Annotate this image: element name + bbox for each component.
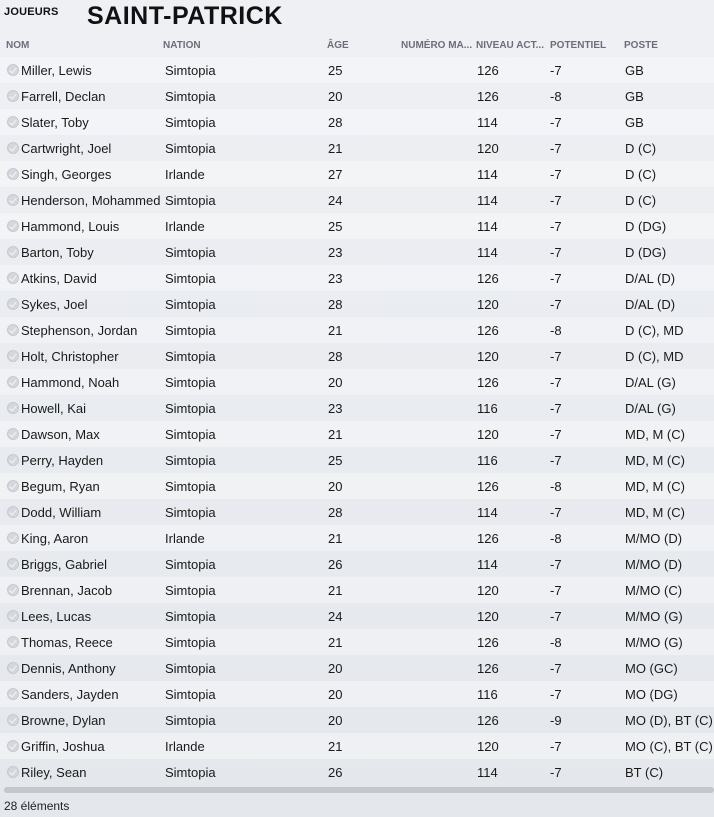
player-position: MD, M (C) bbox=[625, 505, 685, 520]
table-row[interactable] bbox=[0, 57, 714, 83]
table-row[interactable] bbox=[0, 135, 714, 161]
column-header-nation[interactable]: NATION bbox=[163, 40, 201, 51]
player-name[interactable]: Holt, Christopher bbox=[21, 349, 119, 364]
player-position: MO (GC) bbox=[625, 661, 678, 676]
check-icon bbox=[7, 64, 19, 76]
player-potential: -7 bbox=[550, 661, 562, 676]
player-potential: -7 bbox=[550, 375, 562, 390]
player-nation: Simtopia bbox=[165, 141, 216, 156]
check-icon bbox=[7, 740, 19, 752]
player-current-ability: 114 bbox=[477, 557, 498, 572]
player-position: MO (D), BT (C) bbox=[625, 713, 713, 728]
check-icon bbox=[7, 480, 19, 492]
player-nation: Irlande bbox=[165, 219, 205, 234]
table-row[interactable] bbox=[0, 239, 714, 265]
player-potential: -7 bbox=[550, 219, 562, 234]
player-current-ability: 126 bbox=[477, 531, 499, 546]
check-icon bbox=[7, 298, 19, 310]
player-age: 24 bbox=[328, 193, 343, 208]
player-age: 28 bbox=[328, 115, 343, 130]
check-icon bbox=[7, 350, 19, 362]
player-current-ability: 126 bbox=[477, 661, 499, 676]
player-potential: -8 bbox=[550, 635, 562, 650]
player-potential: -7 bbox=[550, 687, 562, 702]
check-icon bbox=[7, 272, 19, 284]
player-potential: -7 bbox=[550, 141, 562, 156]
player-nation: Simtopia bbox=[165, 245, 216, 260]
player-name[interactable]: Singh, Georges bbox=[21, 167, 112, 182]
player-position: D/AL (D) bbox=[625, 271, 676, 286]
player-name[interactable]: Sanders, Jayden bbox=[21, 687, 119, 702]
player-nation: Simtopia bbox=[165, 505, 216, 520]
player-nation: Simtopia bbox=[165, 297, 216, 312]
player-nation: Irlande bbox=[165, 531, 205, 546]
check-icon bbox=[7, 194, 19, 206]
player-name[interactable]: Dawson, Max bbox=[21, 427, 100, 442]
player-potential: -8 bbox=[550, 479, 562, 494]
player-potential: -7 bbox=[550, 765, 562, 780]
player-name[interactable]: Griffin, Joshua bbox=[21, 739, 105, 754]
player-current-ability: 116 bbox=[477, 453, 498, 468]
player-potential: -7 bbox=[550, 167, 562, 182]
player-position: D/AL (D) bbox=[625, 297, 676, 312]
player-current-ability: 120 bbox=[477, 739, 499, 754]
player-potential: -8 bbox=[550, 531, 562, 546]
player-name[interactable]: Briggs, Gabriel bbox=[21, 557, 107, 572]
player-age: 25 bbox=[328, 219, 343, 234]
player-current-ability: 126 bbox=[477, 713, 499, 728]
table-row[interactable] bbox=[0, 629, 714, 655]
column-header-age[interactable]: ÂGE bbox=[327, 40, 349, 51]
player-nation: Simtopia bbox=[165, 479, 216, 494]
check-icon bbox=[7, 402, 19, 414]
check-icon bbox=[7, 142, 19, 154]
table-row[interactable] bbox=[0, 395, 714, 421]
player-potential: -7 bbox=[550, 401, 562, 416]
table-row[interactable] bbox=[0, 603, 714, 629]
player-name[interactable]: Browne, Dylan bbox=[21, 713, 106, 728]
player-age: 26 bbox=[328, 557, 343, 572]
check-icon bbox=[7, 506, 19, 518]
player-current-ability: 114 bbox=[477, 115, 498, 130]
table-row[interactable] bbox=[0, 187, 714, 213]
player-position: GB bbox=[625, 63, 644, 78]
player-nation: Simtopia bbox=[165, 89, 216, 104]
table-header bbox=[0, 36, 714, 54]
player-age: 20 bbox=[328, 375, 343, 390]
player-nation: Simtopia bbox=[165, 583, 216, 598]
player-age: 21 bbox=[328, 141, 343, 156]
check-icon bbox=[7, 610, 19, 622]
player-position: M/MO (G) bbox=[625, 609, 683, 624]
player-age: 23 bbox=[328, 245, 343, 260]
player-nation: Irlande bbox=[165, 739, 205, 754]
player-position: D (C) bbox=[625, 193, 657, 208]
player-position: M/MO (D) bbox=[625, 557, 683, 572]
player-age: 26 bbox=[328, 765, 343, 780]
player-current-ability: 114 bbox=[477, 245, 498, 260]
check-icon bbox=[7, 220, 19, 232]
player-name[interactable]: Sykes, Joel bbox=[21, 297, 88, 312]
check-icon bbox=[7, 90, 19, 102]
table-row[interactable] bbox=[0, 681, 714, 707]
table-row[interactable] bbox=[0, 161, 714, 187]
table-row[interactable] bbox=[0, 577, 714, 603]
player-position: M/MO (G) bbox=[625, 635, 683, 650]
check-icon bbox=[7, 168, 19, 180]
player-position: MD, M (C) bbox=[625, 427, 685, 442]
check-icon bbox=[7, 584, 19, 596]
player-potential: -7 bbox=[550, 271, 562, 286]
table-row[interactable] bbox=[0, 213, 714, 239]
player-name[interactable]: Stephenson, Jordan bbox=[21, 323, 138, 338]
player-name[interactable]: King, Aaron bbox=[21, 531, 89, 546]
column-header-current-ability[interactable]: NIVEAU ACT... bbox=[476, 40, 544, 51]
player-current-ability: 116 bbox=[477, 401, 498, 416]
player-nation: Simtopia bbox=[165, 375, 216, 390]
player-position: D (C), MD bbox=[625, 349, 684, 364]
check-icon bbox=[7, 688, 19, 700]
player-current-ability: 120 bbox=[477, 427, 499, 442]
player-position: MD, M (C) bbox=[625, 479, 685, 494]
player-current-ability: 126 bbox=[477, 479, 499, 494]
player-potential: -7 bbox=[550, 297, 562, 312]
player-current-ability: 114 bbox=[477, 167, 498, 182]
player-age: 23 bbox=[328, 401, 343, 416]
club-title: SAINT-PATRICK bbox=[87, 2, 283, 30]
check-icon bbox=[7, 558, 19, 570]
player-nation: Simtopia bbox=[165, 765, 216, 780]
check-icon bbox=[7, 324, 19, 336]
check-icon bbox=[7, 428, 19, 440]
player-age: 23 bbox=[328, 271, 343, 286]
player-current-ability: 114 bbox=[477, 193, 498, 208]
player-nation: Irlande bbox=[165, 167, 205, 182]
check-icon bbox=[7, 636, 19, 648]
check-icon bbox=[7, 714, 19, 726]
player-potential: -7 bbox=[550, 193, 562, 208]
check-icon bbox=[7, 376, 19, 388]
table-row[interactable] bbox=[0, 473, 714, 499]
player-table bbox=[0, 57, 714, 785]
player-name[interactable]: Miller, Lewis bbox=[21, 63, 92, 78]
player-potential: -7 bbox=[550, 63, 562, 78]
player-name[interactable]: Atkins, David bbox=[21, 271, 97, 286]
player-age: 28 bbox=[328, 349, 343, 364]
player-position: M/MO (C) bbox=[625, 583, 683, 598]
player-position: D (C) bbox=[625, 141, 657, 156]
player-potential: -9 bbox=[550, 713, 562, 728]
player-potential: -7 bbox=[550, 583, 562, 598]
column-header-position[interactable]: POSTE bbox=[624, 40, 658, 51]
player-potential: -7 bbox=[550, 557, 562, 572]
player-position: D/AL (G) bbox=[625, 375, 676, 390]
player-name[interactable]: Dennis, Anthony bbox=[21, 661, 116, 676]
player-age: 28 bbox=[328, 505, 343, 520]
player-name[interactable]: Perry, Hayden bbox=[21, 453, 104, 468]
player-nation: Simtopia bbox=[165, 635, 216, 650]
player-nation: Simtopia bbox=[165, 115, 216, 130]
player-name[interactable]: Farrell, Declan bbox=[21, 89, 106, 104]
item-count: 28 éléments bbox=[4, 799, 70, 813]
column-header-squad-number[interactable]: NUMÉRO MA... bbox=[401, 40, 473, 51]
player-current-ability: 114 bbox=[477, 505, 498, 520]
player-current-ability: 120 bbox=[477, 297, 499, 312]
player-nation: Simtopia bbox=[165, 427, 216, 442]
player-age: 28 bbox=[328, 297, 343, 312]
player-age: 21 bbox=[328, 531, 343, 546]
player-nation: Simtopia bbox=[165, 271, 216, 286]
player-position: D (C), MD bbox=[625, 323, 684, 338]
player-nation: Simtopia bbox=[165, 713, 216, 728]
player-age: 25 bbox=[328, 453, 343, 468]
player-potential: -7 bbox=[550, 115, 562, 130]
player-nation: Simtopia bbox=[165, 557, 216, 572]
player-name[interactable]: Begum, Ryan bbox=[21, 479, 100, 494]
player-nation: Simtopia bbox=[165, 323, 216, 338]
player-age: 24 bbox=[328, 609, 343, 624]
player-current-ability: 114 bbox=[477, 765, 498, 780]
check-icon bbox=[7, 766, 19, 778]
player-nation: Simtopia bbox=[165, 63, 216, 78]
player-age: 21 bbox=[328, 323, 343, 338]
table-row[interactable] bbox=[0, 525, 714, 551]
page-header bbox=[0, 0, 714, 36]
player-potential: -7 bbox=[550, 453, 562, 468]
player-position: BT (C) bbox=[625, 765, 664, 780]
horizontal-scrollbar[interactable] bbox=[4, 787, 714, 793]
player-position: M/MO (D) bbox=[625, 531, 683, 546]
check-icon bbox=[7, 116, 19, 128]
player-nation: Simtopia bbox=[165, 453, 216, 468]
player-current-ability: 126 bbox=[477, 89, 499, 104]
player-current-ability: 126 bbox=[477, 323, 499, 338]
table-row[interactable] bbox=[0, 343, 714, 369]
player-name[interactable]: Riley, Sean bbox=[21, 765, 87, 780]
player-potential: -8 bbox=[550, 323, 562, 338]
column-header-potential[interactable]: POTENTIEL bbox=[550, 40, 607, 51]
player-position: D/AL (G) bbox=[625, 401, 676, 416]
table-row[interactable] bbox=[0, 499, 714, 525]
player-age: 20 bbox=[328, 89, 343, 104]
player-name[interactable]: Hammond, Noah bbox=[21, 375, 120, 390]
player-name[interactable]: Slater, Toby bbox=[21, 115, 89, 130]
table-row[interactable] bbox=[0, 551, 714, 577]
player-name[interactable]: Thomas, Reece bbox=[21, 635, 113, 650]
player-potential: -8 bbox=[550, 89, 562, 104]
check-icon bbox=[7, 246, 19, 258]
table-row[interactable] bbox=[0, 733, 714, 759]
check-icon bbox=[7, 532, 19, 544]
player-age: 21 bbox=[328, 427, 343, 442]
player-position: MD, M (C) bbox=[625, 453, 685, 468]
player-position: D (C) bbox=[625, 167, 657, 182]
table-row[interactable] bbox=[0, 421, 714, 447]
table-row[interactable] bbox=[0, 109, 714, 135]
player-current-ability: 126 bbox=[477, 271, 499, 286]
player-current-ability: 114 bbox=[477, 219, 498, 234]
player-position: GB bbox=[625, 115, 644, 130]
player-name[interactable]: Cartwright, Joel bbox=[21, 141, 112, 156]
table-row[interactable] bbox=[0, 447, 714, 473]
player-position: MO (C), BT (C) bbox=[625, 739, 713, 754]
player-position: D (DG) bbox=[625, 219, 667, 234]
player-current-ability: 126 bbox=[477, 375, 499, 390]
player-current-ability: 120 bbox=[477, 141, 499, 156]
player-name[interactable]: Barton, Toby bbox=[21, 245, 94, 260]
player-potential: -7 bbox=[550, 609, 562, 624]
player-potential: -7 bbox=[550, 739, 562, 754]
player-name[interactable]: Lees, Lucas bbox=[21, 609, 92, 624]
player-current-ability: 120 bbox=[477, 609, 499, 624]
player-age: 20 bbox=[328, 687, 343, 702]
column-header-name[interactable]: NOM bbox=[6, 40, 30, 51]
player-current-ability: 120 bbox=[477, 583, 499, 598]
player-nation: Simtopia bbox=[165, 193, 216, 208]
player-age: 20 bbox=[328, 479, 343, 494]
player-age: 20 bbox=[328, 661, 343, 676]
player-age: 25 bbox=[328, 63, 343, 78]
player-nation: Simtopia bbox=[165, 687, 216, 702]
player-potential: -7 bbox=[550, 505, 562, 520]
table-row[interactable] bbox=[0, 707, 714, 733]
player-age: 20 bbox=[328, 713, 343, 728]
table-row[interactable] bbox=[0, 291, 714, 317]
player-potential: -7 bbox=[550, 349, 562, 364]
player-name[interactable]: Brennan, Jacob bbox=[21, 583, 113, 598]
player-position: MO (DG) bbox=[625, 687, 678, 702]
player-name[interactable]: Howell, Kai bbox=[21, 401, 87, 416]
player-nation: Simtopia bbox=[165, 349, 216, 364]
player-nation: Simtopia bbox=[165, 661, 216, 676]
player-age: 21 bbox=[328, 635, 343, 650]
player-current-ability: 126 bbox=[477, 63, 499, 78]
player-name[interactable]: Hammond, Louis bbox=[21, 219, 120, 234]
table-row[interactable] bbox=[0, 369, 714, 395]
check-icon bbox=[7, 662, 19, 674]
player-position: D (DG) bbox=[625, 245, 667, 260]
table-row[interactable] bbox=[0, 83, 714, 109]
player-name[interactable]: Dodd, William bbox=[21, 505, 102, 520]
player-potential: -7 bbox=[550, 427, 562, 442]
player-potential: -7 bbox=[550, 245, 562, 260]
player-age: 27 bbox=[328, 167, 343, 182]
player-current-ability: 126 bbox=[477, 635, 499, 650]
player-nation: Simtopia bbox=[165, 609, 216, 624]
player-current-ability: 116 bbox=[477, 687, 498, 702]
table-row[interactable] bbox=[0, 759, 714, 785]
table-row[interactable] bbox=[0, 655, 714, 681]
player-age: 21 bbox=[328, 739, 343, 754]
section-label: JOUEURS bbox=[4, 6, 59, 18]
player-age: 21 bbox=[328, 583, 343, 598]
table-row[interactable] bbox=[0, 265, 714, 291]
player-current-ability: 120 bbox=[477, 349, 499, 364]
player-nation: Simtopia bbox=[165, 401, 216, 416]
check-icon bbox=[7, 454, 19, 466]
table-row[interactable] bbox=[0, 317, 714, 343]
player-position: GB bbox=[625, 89, 644, 104]
player-name[interactable]: Henderson, Mohammed bbox=[21, 193, 161, 208]
